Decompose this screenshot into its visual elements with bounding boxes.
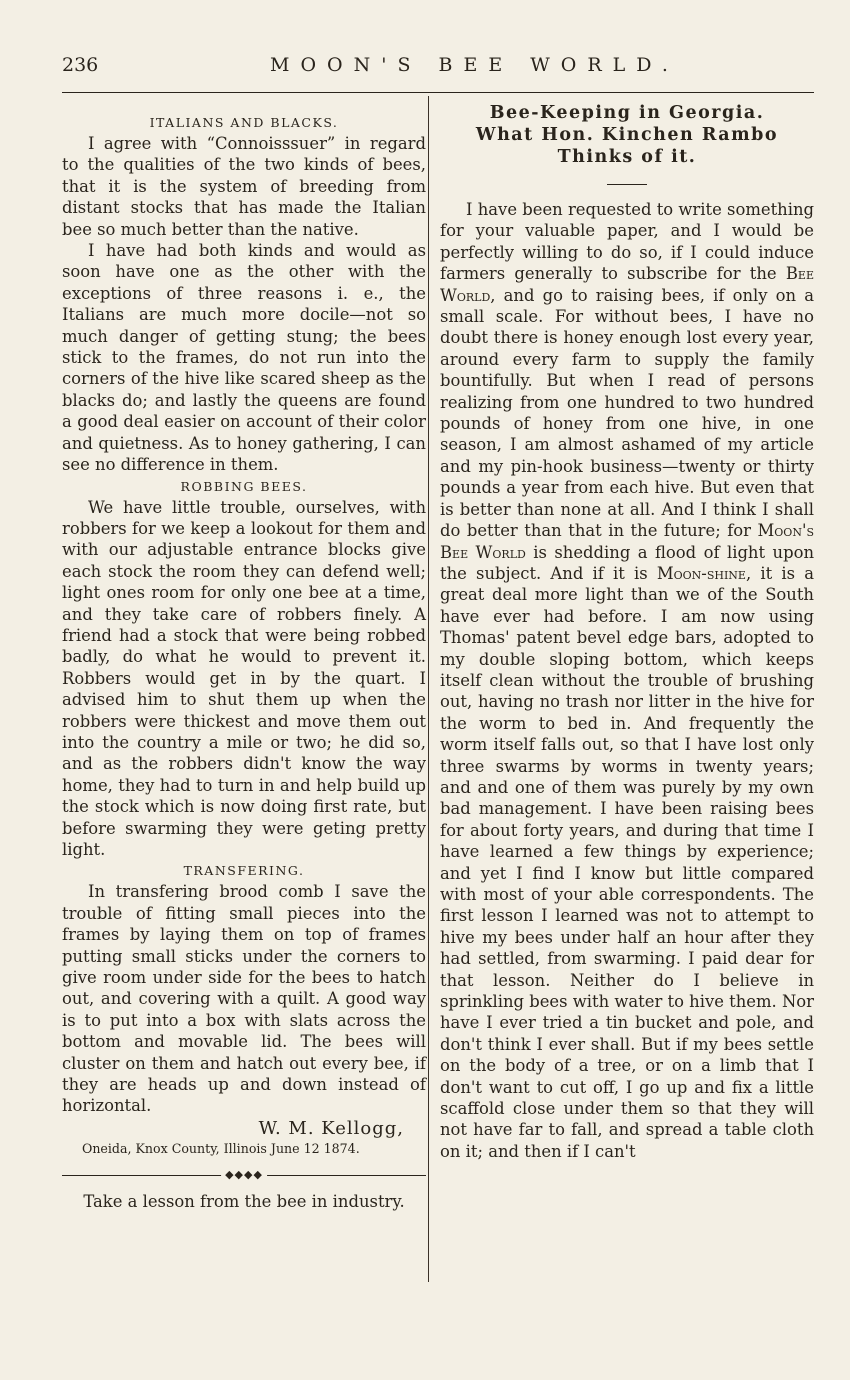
column-divider xyxy=(428,96,429,1282)
article-headline: Bee-Keeping in Georgia. xyxy=(489,103,765,123)
paragraph: We have little trouble, ourselves, with robbers for we keep a lookout for them and with our adjustable entrance blocks give each stock the room they can defend well; light ones room for only one bee at a time, and they take care of robbers finely. A friend had a stock that were being robbed badly, do what he would to prevent it. Robbers would get in by the quart. I advised him to shut them up when the robbers were thickest and move them out into the country a mile or two; he did so, and as the robbers didn't know the way home, they had to turn in and help build up the stock which is now doing first rate, but before swarming they were geting pretty light. xyxy=(62,497,426,859)
running-title: MOON'S BEE WORLD. xyxy=(270,54,679,76)
author-location: Oneida, Knox County, Illinois June 12 1874. xyxy=(82,1140,360,1156)
right-column xyxy=(440,102,814,1162)
paragraph: I have had both kinds and would as soon have one as the other with the exceptions of three reasons i. e., the Italians are much more docile—not so much danger of getting stung; the bees stick to the frames, do not run into the corners of the hive like scared sheep as the blacks do; and lastly the queens are found a good deal easier on account of their color and quietness. As to honey gathering, I can see no difference in them. xyxy=(62,241,426,475)
short-rule xyxy=(607,184,647,185)
section-heading-transfering: TRANSFERING. xyxy=(183,863,305,879)
section-heading-italians: ITALIANS AND BLACKS. xyxy=(149,115,339,130)
section-heading-robbing: ROBBING BEES. xyxy=(180,478,308,494)
paragraph: I agree with “Connoisssuer” in regard to the qualities of the two kinds of bees, that it is the system of breeding from distant stocks that has made the Italian bee so much better than the native. xyxy=(62,134,426,239)
pun-term: Moon-shine xyxy=(656,563,746,583)
text-run: , and go to raising bees, if only on a small scale. For without bees, I have no doubt there is honey enough lost every year, around every farm to supply the family bountifully. But when I read of persons realizing from one hundred to two hundred pounds of honey from one hive, in one season, I am almost ashamed of my article and my pin-hook business—twenty or thirty pounds a year from each hive. But even that is better than none at all. And I think I shall do better than that in the future; for xyxy=(440,285,814,541)
journal-name: Bee World xyxy=(440,264,814,305)
text-run: I have been requested to write something for your valuable paper, and I would be perfectly willing to do so, if I could induce farmers generally to subscribe for the xyxy=(440,200,814,284)
journal-name: Moon's Bee World xyxy=(440,521,814,562)
ornamental-divider xyxy=(62,1169,426,1181)
closing-line: Take a lesson from the bee in industry. xyxy=(83,1191,405,1211)
paragraph: In transfering brood comb I save the trouble of fitting small pieces into the frames by laying them on top of frames putting small sticks under the corners to give room under side for the bees to hatch out, and covering with a quilt. A good way is to put into a box with slats across the bottom and movable lid. The bees will cluster on them and hatch out every bee, if they are heads up and down instead of horizontal. xyxy=(62,882,426,1116)
article-subheadline: Thinks of it. xyxy=(557,147,697,167)
page-header xyxy=(62,54,814,84)
author-signature: W. M. Kellogg, xyxy=(258,1117,404,1139)
left-column xyxy=(62,112,426,1212)
page-number: 236 xyxy=(62,54,99,76)
article-subheadline: What Hon. Kinchen Rambo xyxy=(475,125,779,145)
article-body xyxy=(440,199,814,1162)
ornament-glyphs: ◆◆◆◆ xyxy=(221,1169,267,1181)
text-run: is shedding a flood of light upon the subject. And if it is xyxy=(440,542,814,583)
header-rule xyxy=(62,92,814,93)
text-run: , it is a great deal more light than we of the South have ever had before. I am now using Thomas' patent bevel edge bars, adopted to my double sloping bottom, which keeps itself clean without the trouble of brushing out, having no trash nor litter in the hive for the worm to bed in. And frequently the worm itself falls out, so that I have lost only three swarms by worms in twenty years; and and one of them was purely by my own bad management. I have been raising bees for about forty years, and during that time I have learned a few things by experience; and yet I find I know but little compared with most of your able correspondents. The first lesson I learned was not to attempt to hive my bees under half an hour after they had settled, from swarming. I paid dear for that lesson. Neither do I believe in sprinkling bees with water to hive them. Nor have I ever tried a tin bucket and pole, and don't think I ever shall. But if my bees settle on the body of a tree, or on a limb that I don't want to cut off, I go up and fix a little scaffold close under them so that they will not have far to fall, and spread a table cloth on it; and then if I can't xyxy=(440,563,814,1161)
